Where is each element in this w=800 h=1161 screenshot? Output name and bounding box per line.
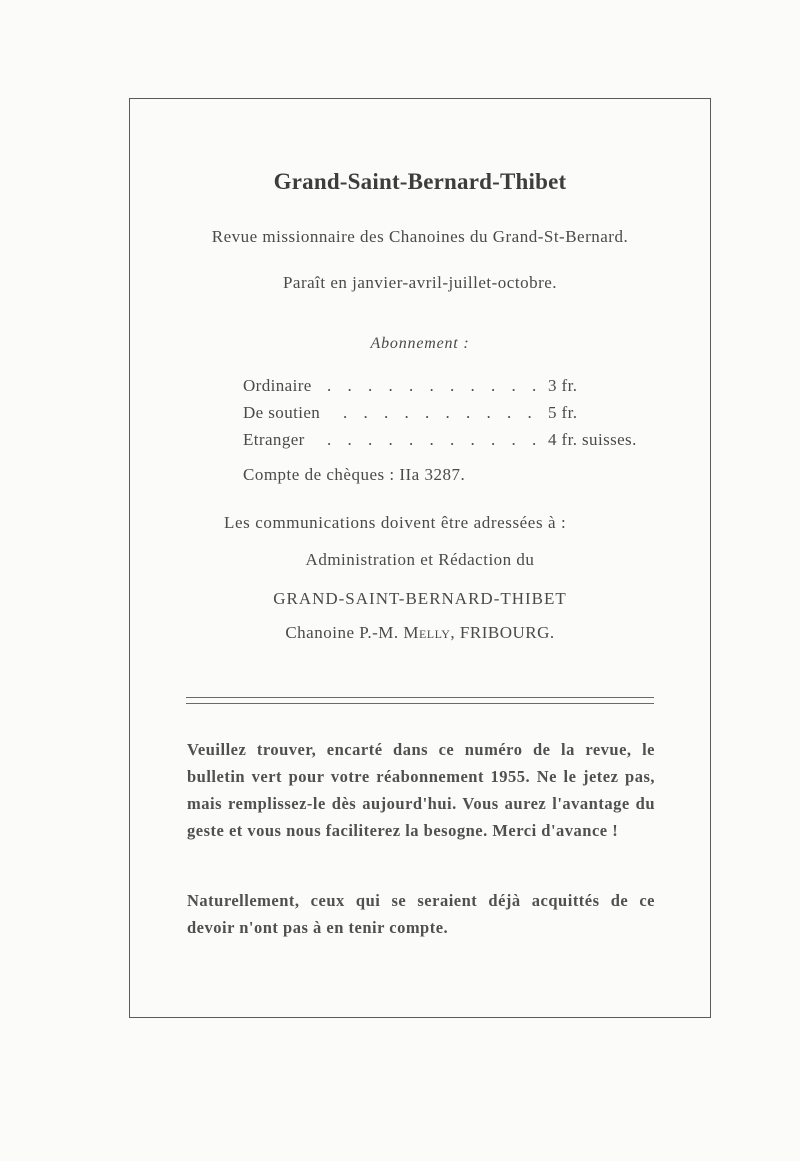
page-title: Grand-Saint-Bernard-Thibet	[273, 169, 567, 194]
administration-line: Administration et Rédaction du	[305, 550, 535, 569]
chanoine-address	[130, 623, 710, 643]
rate-row-etranger	[243, 430, 663, 457]
chanoine-prefix: Chanoine P.-M.	[285, 623, 404, 642]
rate-label: Ordinaire	[243, 376, 312, 395]
rate-leader-dots: . . . . . . . . . . .	[327, 430, 543, 449]
rate-row-ordinaire	[243, 376, 663, 403]
revue-name: GRAND-SAINT-BERNARD-THIBET	[273, 589, 567, 608]
rate-leader-dots: . . . . . . . . . .	[343, 403, 538, 422]
rate-row-soutien	[243, 403, 663, 430]
rate-leader-dots: . . . . . . . . . . .	[327, 376, 543, 395]
chanoine-suffix: , FRIBOURG.	[450, 623, 555, 642]
renewal-notice: Veuillez trouver, encarté dans ce numéro de la revue, le bulletin vert pour votre réabonnement 1955. Ne le jetez pas, mais remplissez-le dès aujourd'hui. Vous aurez l'avantage du geste et vous nous faciliterez la besogne. Merci d'avance !	[187, 740, 655, 840]
chanoine-name: Melly	[403, 623, 451, 642]
rate-price: 5 fr.	[548, 403, 578, 422]
revue-subtitle: Revue missionnaire des Chanoines du Grand-St-Bernard.	[211, 227, 629, 246]
rate-label: De soutien	[243, 403, 321, 422]
abonnement-heading: Abonnement :	[370, 335, 470, 352]
rates-list	[243, 376, 663, 457]
rate-price: 4 fr. suisses.	[548, 430, 637, 449]
communications-intro: Les communications doivent être adressées à :	[224, 513, 567, 532]
double-rule-divider	[186, 697, 654, 704]
already-paid-notice: Naturellement, ceux qui se seraient déjà acquittés de ce devoir n'ont pas à en tenir compte.	[187, 891, 655, 937]
compte-cheques: Compte de chèques : IIa 3287.	[243, 465, 466, 484]
rate-label: Etranger	[243, 430, 305, 449]
page-frame	[129, 98, 711, 1018]
rate-price: 3 fr.	[548, 376, 578, 395]
parution-schedule: Paraît en janvier-avril-juillet-octobre.	[282, 273, 558, 292]
